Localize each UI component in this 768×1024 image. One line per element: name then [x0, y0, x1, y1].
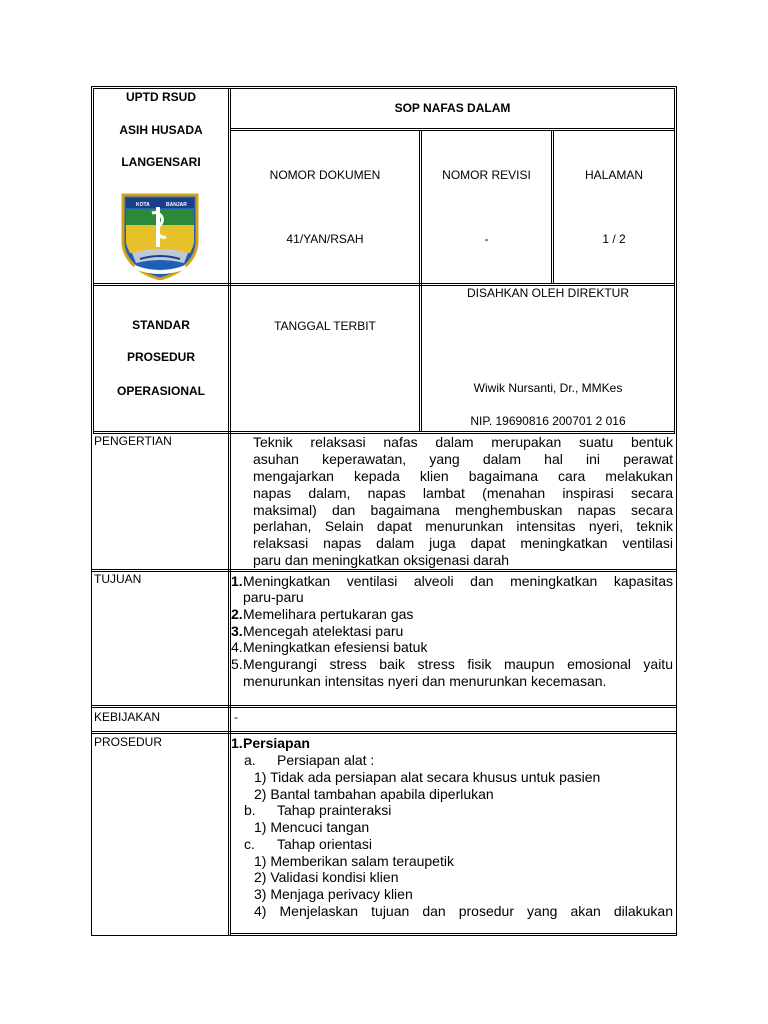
prosedur-c-item: 4) Menjelaskan tujuan dan prosedur yang akan dilakukan [254, 903, 673, 919]
prosedur-b-title: Tahap prainteraksi [277, 802, 392, 818]
prosedur-b-item: 1) Mencuci tangan [254, 819, 370, 835]
revision-label: NOMOR REVISI [442, 168, 531, 182]
prosedur-c-label: c. [244, 836, 255, 852]
row-tujuan-bottom-2 [92, 707, 676, 708]
prosedur-c-title: Tahap orientasi [277, 836, 372, 852]
sop-label-line-2: PROSEDUR [126, 350, 195, 364]
section-label-pengertian: PENGERTIAN [94, 434, 172, 448]
col-divider-right [551, 130, 552, 284]
svg-text:BANJAR: BANJAR [166, 202, 187, 208]
institution-line-2: ASIH HUSADA [119, 123, 203, 137]
tujuan-num: 4. [231, 639, 243, 655]
tujuan-item: menurunkan intensitas nyeri dan menurunkan kecemasan. [243, 673, 607, 689]
pengertian-line: maksimal) dan bagaimana menghembuskan napas secara [253, 502, 673, 518]
row-kebijakan-bottom-2 [92, 733, 676, 734]
tujuan-num: 2. [231, 606, 243, 622]
section-label-prosedur: PROSEDUR [94, 735, 163, 749]
sop-label-line-3: OPERASIONAL [116, 384, 205, 398]
pengertian-line: mengajarkan kepada klien bagaimana cara melakukan [253, 468, 673, 484]
table-border-right [676, 86, 677, 936]
tujuan-num: 5. [231, 656, 243, 672]
prosedur-heading: Persiapan [243, 735, 310, 751]
col-divider-left-2 [230, 88, 231, 936]
tujuan-num: 1. [231, 573, 243, 589]
sop-label-line-1: STANDAR [132, 318, 190, 332]
pengertian-line: paru dan meningkatkan oksigenasi darah [253, 552, 510, 568]
row-pengertian-bottom-2 [92, 571, 676, 572]
prosedur-c-item: 2) Validasi kondisi klien [254, 869, 399, 885]
table-border-bottom [91, 935, 677, 936]
prosedur-a-title: Persiapan alat : [277, 752, 375, 768]
approved-label: DISAHKAN OLEH DIREKTUR [466, 286, 630, 300]
pengertian-line: Teknik relaksasi nafas dalam merupakan suatu bentuk [253, 434, 673, 450]
header-row-2-bottom [93, 283, 675, 284]
section-label-kebijakan: KEBIJAKAN [94, 710, 161, 724]
pengertian-line: perlahan, Selain dapat menurunkan intensitas nyeri, teknik [253, 518, 673, 534]
section-label-tujuan: TUJUAN [94, 572, 142, 586]
tujuan-item: Meningkatkan ventilasi alveoli dan meningkatkan kapasitas [243, 573, 673, 589]
tujuan-item: Mencegah atelektasi paru [243, 623, 404, 639]
emblem-svg [120, 193, 200, 280]
prosedur-b-label: b. [244, 802, 256, 818]
row-kebijakan-bottom [92, 731, 676, 732]
institution-line-3: LANGENSARI [121, 155, 201, 169]
page-label: HALAMAN [584, 168, 643, 182]
row-pengertian-bottom [92, 569, 676, 570]
prosedur-a-label: a. [244, 752, 256, 768]
tujuan-item: Memelihara pertukaran gas [243, 606, 414, 622]
prosedur-c-item: 3) Menjaga perivacy klien [254, 886, 413, 902]
prosedur-a-item: 2) Bantal tambahan apabila diperlukan [254, 786, 494, 802]
pengertian-line: napas dalam, napas lambat (menahan inspirasi secara [253, 485, 673, 501]
table-border-left-inner [93, 88, 94, 433]
revision-value: - [484, 232, 489, 246]
doc-number-value: 41/YAN/RSAH [286, 232, 364, 246]
tujuan-item: paru-paru [243, 589, 304, 605]
col-divider-right-2 [553, 130, 554, 284]
col-divider-left [228, 88, 229, 936]
table-border-top-inner [93, 88, 675, 89]
document-title: SOP NAFAS DALAM [394, 101, 511, 115]
director-name: Wiwik Nursanti, Dr., MMKes [473, 381, 623, 395]
svg-text:KOTA: KOTA [136, 202, 150, 208]
row-tujuan-bottom [92, 705, 676, 706]
institution-line-1: UPTD RSUD [125, 90, 196, 104]
doc-number-label: NOMOR DOKUMEN [269, 168, 381, 182]
kebijakan-value: - [234, 710, 238, 724]
title-row-bottom-2 [230, 130, 675, 131]
tujuan-item: Meningkatkan efesiensi batuk [243, 639, 428, 655]
table-border-right-inner [674, 88, 675, 433]
title-row-bottom [230, 128, 675, 129]
city-emblem-icon [120, 193, 200, 280]
prosedur-a-item: 1) Tidak ada persiapan alat secara khusus untuk pasien [254, 769, 601, 785]
table-border-left [91, 86, 92, 936]
director-nip: NIP. 19690816 200701 2 016 [470, 414, 626, 428]
prosedur-c-item: 1) Memberikan salam teraupetik [254, 853, 454, 869]
tujuan-item: Mengurangi stress baik stress fisik maupun emosional yaitu [243, 656, 673, 672]
page-value: 1 / 2 [602, 232, 626, 246]
pengertian-line: relaksasi napas dalam juga dapat meningkatkan ventilasi [253, 535, 673, 551]
pengertian-line: asuhan keperawatan, yang dalam hal ini perawat [253, 451, 673, 467]
issue-date-label: TANGGAL TERBIT [274, 319, 376, 333]
col-divider-mid [419, 130, 420, 432]
prosedur-heading-num: 1. [231, 735, 243, 751]
table-border-top [91, 86, 677, 87]
tujuan-num: 3. [231, 623, 243, 639]
row-prosedur-bottom-2 [230, 933, 676, 934]
header-row-3-bottom [93, 431, 675, 432]
